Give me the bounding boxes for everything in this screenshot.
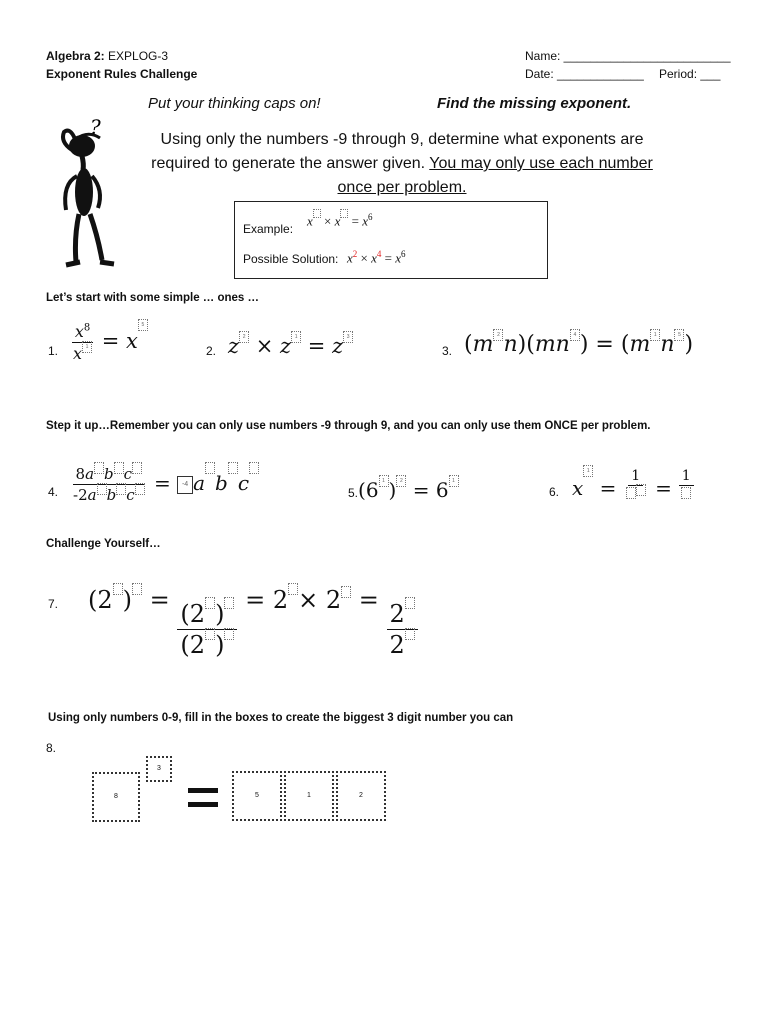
problem-6-number: 6. [549, 485, 560, 499]
problem-2-box-2[interactable]: 1 [291, 331, 301, 343]
example-box-2 [340, 209, 348, 218]
problem-4-lead-box[interactable]: -4 [177, 476, 193, 494]
thinking-stick-figure-icon [48, 112, 126, 272]
problem-5-inner-box[interactable]: 1 [379, 475, 389, 487]
instructions-line1: Using only the numbers -9 through 9, determine what exponents are [160, 131, 644, 148]
equals-bar-bottom [188, 802, 218, 807]
instructions-underlined: You may only use each number [429, 155, 653, 172]
problem-3-number: 3. [442, 344, 453, 358]
problem-8-digit-box-1[interactable]: 5 [232, 771, 282, 821]
problem-6-fraction-1 [623, 468, 649, 511]
solution-equation: $x^2 \times x^4 = x^6$ [347, 249, 406, 266]
problem-2-answer-box[interactable]: 3 [343, 331, 353, 343]
solution-result-exp: 6 [401, 249, 406, 259]
problem-5-equation: 5.(6 1 ) 2 = 6 1 [348, 478, 459, 502]
solution-exp-1: 2 [352, 249, 358, 259]
worksheet-subtitle: Exponent Rules Challenge [46, 67, 198, 81]
period-field[interactable]: Period: ___ [659, 67, 721, 81]
problem-1-bottom-box[interactable]: 1 [82, 341, 92, 353]
thinking-caps-text: Put your thinking caps on! [148, 95, 321, 112]
problem-3-box-1[interactable]: 2 [493, 329, 503, 341]
example-box [234, 201, 548, 279]
section-simple: Let’s start with some simple … ones … [46, 292, 260, 304]
example-equation: $x \times x = x^6$ [307, 212, 373, 229]
problem-6-numerator-1: 1 [628, 468, 643, 486]
problem-5-result-box[interactable]: 1 [449, 475, 459, 487]
section-challenge: Challenge Yourself… [46, 538, 161, 550]
problem-1-top-exp: 8 [83, 322, 91, 334]
problem-5-outer-box[interactable]: 2 [396, 475, 406, 487]
problem-4-den-coef: -2 [73, 486, 88, 504]
problem-6-equation: x1 = 1 = 1 [572, 468, 694, 511]
problem-2-box-1[interactable]: 2 [239, 331, 249, 343]
problem-3-box-3[interactable]: 1 [650, 329, 660, 341]
problem-4-number: 4. [48, 485, 59, 499]
problem-1-fraction: $\frac{x^8}{x 1}$ [70, 322, 95, 363]
example-label: Example: [243, 222, 294, 236]
course-title [46, 48, 168, 65]
problem-3-equation: (m 2 n)(mn 4 ) = (m 1 n 5 ) [464, 332, 693, 357]
problem-3-box-4[interactable]: 5 [674, 329, 684, 341]
problem-4-fraction: $\frac{\text{8a b c}}{\text{-2a b c}}$ [70, 465, 148, 504]
problem-2-equation: z 2 × z 1 = z 3 [228, 334, 353, 358]
problem-8-digit-box-3[interactable]: 2 [336, 771, 386, 821]
instructions-line2 [148, 152, 656, 176]
date-field[interactable]: Date: _____________ [525, 67, 644, 81]
solution-exp-2: 4 [376, 249, 382, 259]
solution-label: Possible Solution: [243, 252, 339, 266]
instructions [148, 128, 656, 200]
problem-7-fraction-2: $\frac{2}{2}$ [387, 600, 418, 659]
problem-7-fraction-1: $\frac{(2 )}{(2 )}$ [177, 600, 237, 659]
problem-4-equation: $\frac{\text{8a b c}}{\text{-2a b c}}$ = -4 a b c [70, 465, 259, 504]
problem-1-answer-box[interactable]: 5 [138, 319, 148, 331]
problem-8-digit-box-2[interactable]: 1 [284, 771, 334, 821]
problem-4-coef: 8 [75, 465, 86, 483]
problem-6-den-box-1[interactable] [626, 487, 636, 499]
problem-1-equation: $\frac{x^8}{x 1}$ = x5 [70, 322, 148, 363]
problem-6-x-box[interactable]: 1 [583, 465, 593, 477]
section-step-up: Step it up…Remember you can only use numbers -9 through 9, and you can only use them ONCE per problem. [46, 420, 651, 432]
svg-text:?: ? [90, 115, 101, 139]
problem-7-equation: (2 ) = $\frac{(2 )}{(2 )}$ = 2 × 2 = $\frac{2}{2}$ [88, 586, 418, 659]
problem-5-number: 5. [348, 486, 359, 500]
find-missing-text: Find the missing exponent. [437, 95, 632, 112]
example-box-1 [313, 209, 321, 218]
problem-8-number: 8. [46, 741, 57, 755]
section-biggest: Using only numbers 0-9, fill in the boxes to create the biggest 3 digit number you can [48, 712, 514, 724]
instructions-plain: required to generate the answer given. [151, 155, 426, 172]
problem-6-numerator-2: 1 [679, 468, 694, 486]
name-field[interactable]: Name: _________________________ [525, 49, 731, 63]
problem-6-den-exp-1[interactable] [636, 484, 646, 496]
problem-6-den-box-2[interactable] [681, 487, 691, 499]
problem-8-exponent-box[interactable]: 3 [146, 756, 172, 782]
problem-6-fraction-2 [678, 468, 694, 511]
course-code: EXPLOG-3 [108, 49, 169, 63]
course-bold: Algebra 2: [46, 49, 105, 63]
problem-3-box-2[interactable]: 4 [570, 329, 580, 341]
problem-8-base-box[interactable]: 8 [92, 772, 140, 822]
equals-bar-top [188, 788, 218, 793]
problem-7-number: 7. [48, 597, 59, 611]
problem-2-number: 2. [206, 344, 217, 358]
instructions-line3: once per problem. [337, 179, 467, 196]
problem-7-base: 2 [97, 586, 113, 614]
problem-1-number: 1. [48, 344, 59, 358]
